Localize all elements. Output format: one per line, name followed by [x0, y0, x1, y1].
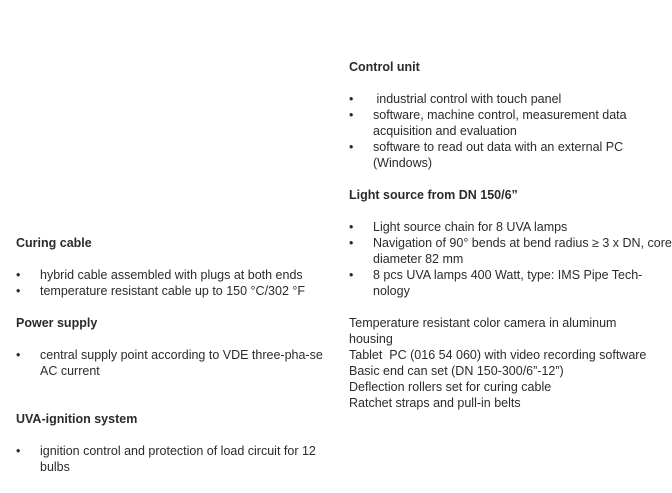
bullet-icon: • [16, 268, 21, 282]
curing-cable-section [16, 235, 334, 299]
power-supply-heading: Power supply [16, 316, 98, 330]
equipment-line: housing [349, 332, 393, 346]
control-unit-heading: Control unit [349, 60, 420, 74]
right-column [349, 59, 672, 411]
list-item: • industrial control with touch panel [349, 92, 562, 106]
bullet-icon: • [349, 108, 354, 122]
bullet-icon: • [16, 348, 21, 362]
left-column [16, 235, 334, 475]
control-unit-section [349, 59, 672, 171]
power-supply-section [16, 315, 334, 379]
list-item: • 8 pcs UVA lamps 400 Watt, type: IMS Pipe Tech-nology [349, 268, 643, 298]
equipment-line: Deflection rollers set for curing cable [349, 380, 552, 394]
bullet-icon: • [349, 236, 354, 250]
uva-ignition-list [16, 443, 334, 475]
equipment-line: Temperature resistant color camera in aluminum [349, 316, 617, 330]
bullet-icon: • [349, 220, 354, 234]
list-item: • software, machine control, measurement data acquisition and evaluation [349, 108, 627, 138]
light-source-section [349, 187, 672, 299]
bullet-icon: • [16, 284, 21, 298]
power-supply-list [16, 347, 334, 379]
uva-ignition-section [16, 411, 334, 475]
bullet-icon: • [349, 140, 354, 154]
light-source-list [349, 219, 672, 299]
list-item: • Navigation of 90° bends at bend radius ≥ 3 x DN, core diameter 82 mm [349, 236, 672, 266]
equipment-list [349, 315, 672, 411]
equipment-line: Basic end can set (DN 150-300/6”-12”) [349, 364, 564, 378]
list-item: • ignition control and protection of load circuit for 12 bulbs [16, 444, 316, 474]
list-item: • Light source chain for 8 UVA lamps [349, 220, 568, 234]
list-item: • central supply point according to VDE three-pha-se AC current [16, 348, 323, 378]
control-unit-list [349, 91, 672, 171]
curing-cable-list [16, 267, 334, 299]
bullet-icon: • [16, 444, 21, 458]
list-item: • software to read out data with an external PC (Windows) [349, 140, 624, 170]
light-source-heading: Light source from DN 150/6” [349, 188, 518, 202]
equipment-line: Ratchet straps and pull-in belts [349, 396, 521, 410]
list-item: • hybrid cable assembled with plugs at both ends [16, 268, 303, 282]
equipment-line: Tablet PC (016 54 060) with video recording software [349, 348, 647, 362]
bullet-icon: • [349, 92, 354, 106]
list-item: • temperature resistant cable up to 150 °C/302 °F [16, 284, 306, 298]
bullet-icon: • [349, 268, 354, 282]
curing-cable-heading: Curing cable [16, 236, 92, 250]
uva-ignition-heading: UVA-ignition system [16, 412, 138, 426]
